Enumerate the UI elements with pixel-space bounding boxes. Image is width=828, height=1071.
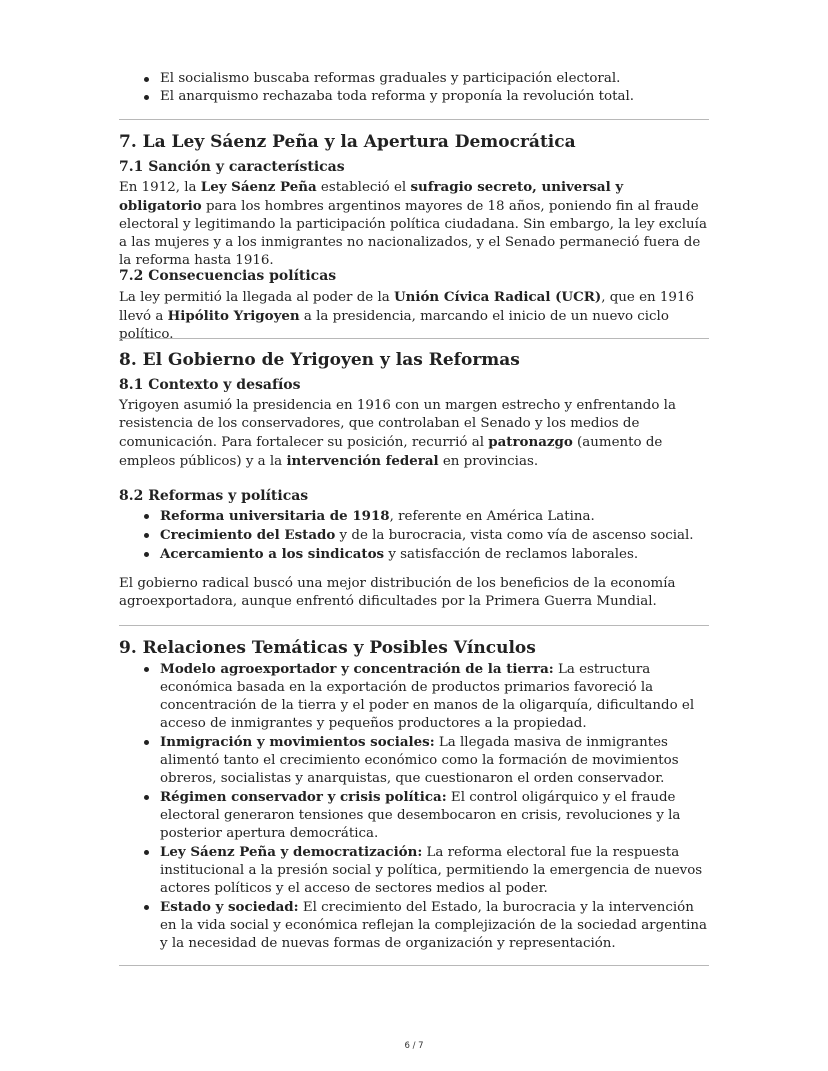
bold-span: Ley Sáenz Peña y democratización: — [160, 844, 423, 860]
relations-bullets-block — [119, 660, 709, 953]
list-item — [160, 507, 709, 526]
text-span: en provincias. — [438, 454, 539, 469]
text-span: estableció el — [316, 180, 411, 195]
text-span: para los hombres argentinos mayores de 18 años, poniendo fin al fraude electoral y legitimando la participación política ciudadana. Sin embargo, la ley excluía a las mujeres y a los inmigrantes no nacionalizados, y el Senado permaneció fuera de la reforma hasta 1916. — [119, 199, 707, 268]
bold-span: Reforma universitaria de 1918 — [160, 508, 390, 524]
text-span: Yrigoyen asumió la presidencia en 1916 con un margen estrecho y enfrentando la resistencia de los conservadores, que controlaban el Senado y los medios de comunicación. Para fortalecer su posición, recurrió al — [119, 398, 676, 450]
text-span: El crecimiento del Estado, la burocracia y la intervención en la vida social y económica reflejan la complejización de la sociedad argentina y la necesidad de nuevas formas de organización y representación. — [160, 900, 707, 951]
section-divider — [119, 625, 709, 626]
subsection-7-2 — [119, 267, 709, 286]
paragraph-8-1 — [119, 397, 709, 471]
bold-span: Acercamiento a los sindicatos — [160, 546, 385, 562]
subsection-7-1-title: 7.1 Sanción y características — [119, 159, 345, 175]
list-item — [160, 660, 709, 733]
list-item — [160, 545, 709, 564]
bold-span: Hipólito Yrigoyen — [167, 308, 300, 324]
section-9-title: 9. Relaciones Temáticas y Posibles Vínculos — [119, 638, 536, 658]
paragraph-7-2 — [119, 288, 709, 344]
section-divider — [119, 965, 709, 966]
bold-span: sufragio secreto, universal y obligatorio — [119, 179, 624, 214]
paragraph-7-1 — [119, 178, 709, 270]
reforms-bullet-list — [119, 507, 709, 564]
text-span: , que en 1916 llevó a — [119, 290, 694, 324]
text-span: y satisfacción de reclamos laborales. — [384, 547, 639, 562]
section-divider — [119, 119, 709, 120]
list-item — [160, 843, 709, 898]
text-span: , referente en América Latina. — [389, 509, 595, 524]
bold-span: intervención federal — [286, 453, 439, 469]
list-item — [160, 733, 709, 788]
subsection-7-2-title: 7.2 Consecuencias políticas — [119, 268, 337, 284]
list-item — [160, 898, 709, 953]
intro-bullets-block — [119, 70, 709, 106]
section-divider — [119, 338, 709, 339]
text-span: La llegada masiva de inmigrantes alimentó tanto el crecimiento económico como la formación de movimientos obreros, socialistas y anarquistas, que cuestionaron el orden conservador. — [160, 735, 679, 786]
text-span: La reforma electoral fue la respuesta institucional a la presión social y política, permitiendo la emergencia de nuevos actores políticos y el acceso de sectores medios al poder. — [160, 845, 703, 896]
subsection-8-2 — [119, 487, 709, 506]
list-item: El socialismo buscaba reformas graduales y participación electoral. — [160, 70, 709, 88]
bold-span: Estado y sociedad: — [160, 899, 299, 915]
list-item: El anarquismo rechazaba toda reforma y proponía la revolución total. — [160, 88, 709, 106]
page-number: 6 / 7 — [404, 1041, 424, 1051]
section-8 — [119, 349, 709, 371]
list-item — [160, 526, 709, 545]
subsection-8-2-title: 8.2 Reformas y políticas — [119, 488, 309, 504]
bold-span: Inmigración y movimientos sociales: — [160, 734, 435, 750]
text-span: y de la burocracia, vista como vía de ascenso social. — [335, 528, 694, 543]
bold-span: Unión Cívica Radical (UCR) — [394, 289, 602, 305]
bold-span: Crecimiento del Estado — [160, 527, 336, 543]
list-item — [160, 788, 709, 843]
bold-span: patronazgo — [488, 434, 573, 450]
reforms-bullets-block — [119, 507, 709, 564]
intro-bullet-list — [119, 70, 709, 106]
bold-span: Régimen conservador y crisis política: — [160, 789, 447, 805]
text-span: a la presidencia, marcando el inicio de un nuevo ciclo político. — [119, 309, 669, 342]
section-7 — [119, 131, 709, 153]
text-span: El control oligárquico y el fraude electoral generaron tensiones que desembocaron en crisis, revoluciones y la posterior apertura democrática. — [160, 790, 681, 841]
bold-span: Ley Sáenz Peña — [200, 179, 317, 195]
relations-bullet-list — [119, 660, 709, 953]
subsection-8-1-title: 8.1 Contexto y desafíos — [119, 377, 301, 393]
text-span: La ley permitió la llegada al poder de la — [119, 290, 394, 305]
section-7-title: 7. La Ley Sáenz Peña y la Apertura Democrática — [119, 132, 576, 152]
text-span: (aumento de empleos públicos) y a la — [119, 435, 663, 469]
section-8-title: 8. El Gobierno de Yrigoyen y las Reformas — [119, 350, 520, 370]
subsection-7-1 — [119, 158, 709, 177]
subsection-8-1 — [119, 376, 709, 395]
text-span: La estructura económica basada en la exportación de productos primarios favoreció la concentración de la tierra y el poder en manos de la oligarquía, dificultando el acceso de inmigrantes y pequeños productores a la propiedad. — [160, 662, 695, 731]
paragraph-8-2-closing: El gobierno radical buscó una mejor distribución de los beneficios de la economía agroexportadora, aunque enfrentó dificultades por la Primera Guerra Mundial. — [119, 576, 676, 609]
bold-span: Modelo agroexportador y concentración de la tierra: — [160, 661, 554, 677]
text-span: En 1912, la — [119, 180, 201, 195]
section-9 — [119, 637, 709, 659]
